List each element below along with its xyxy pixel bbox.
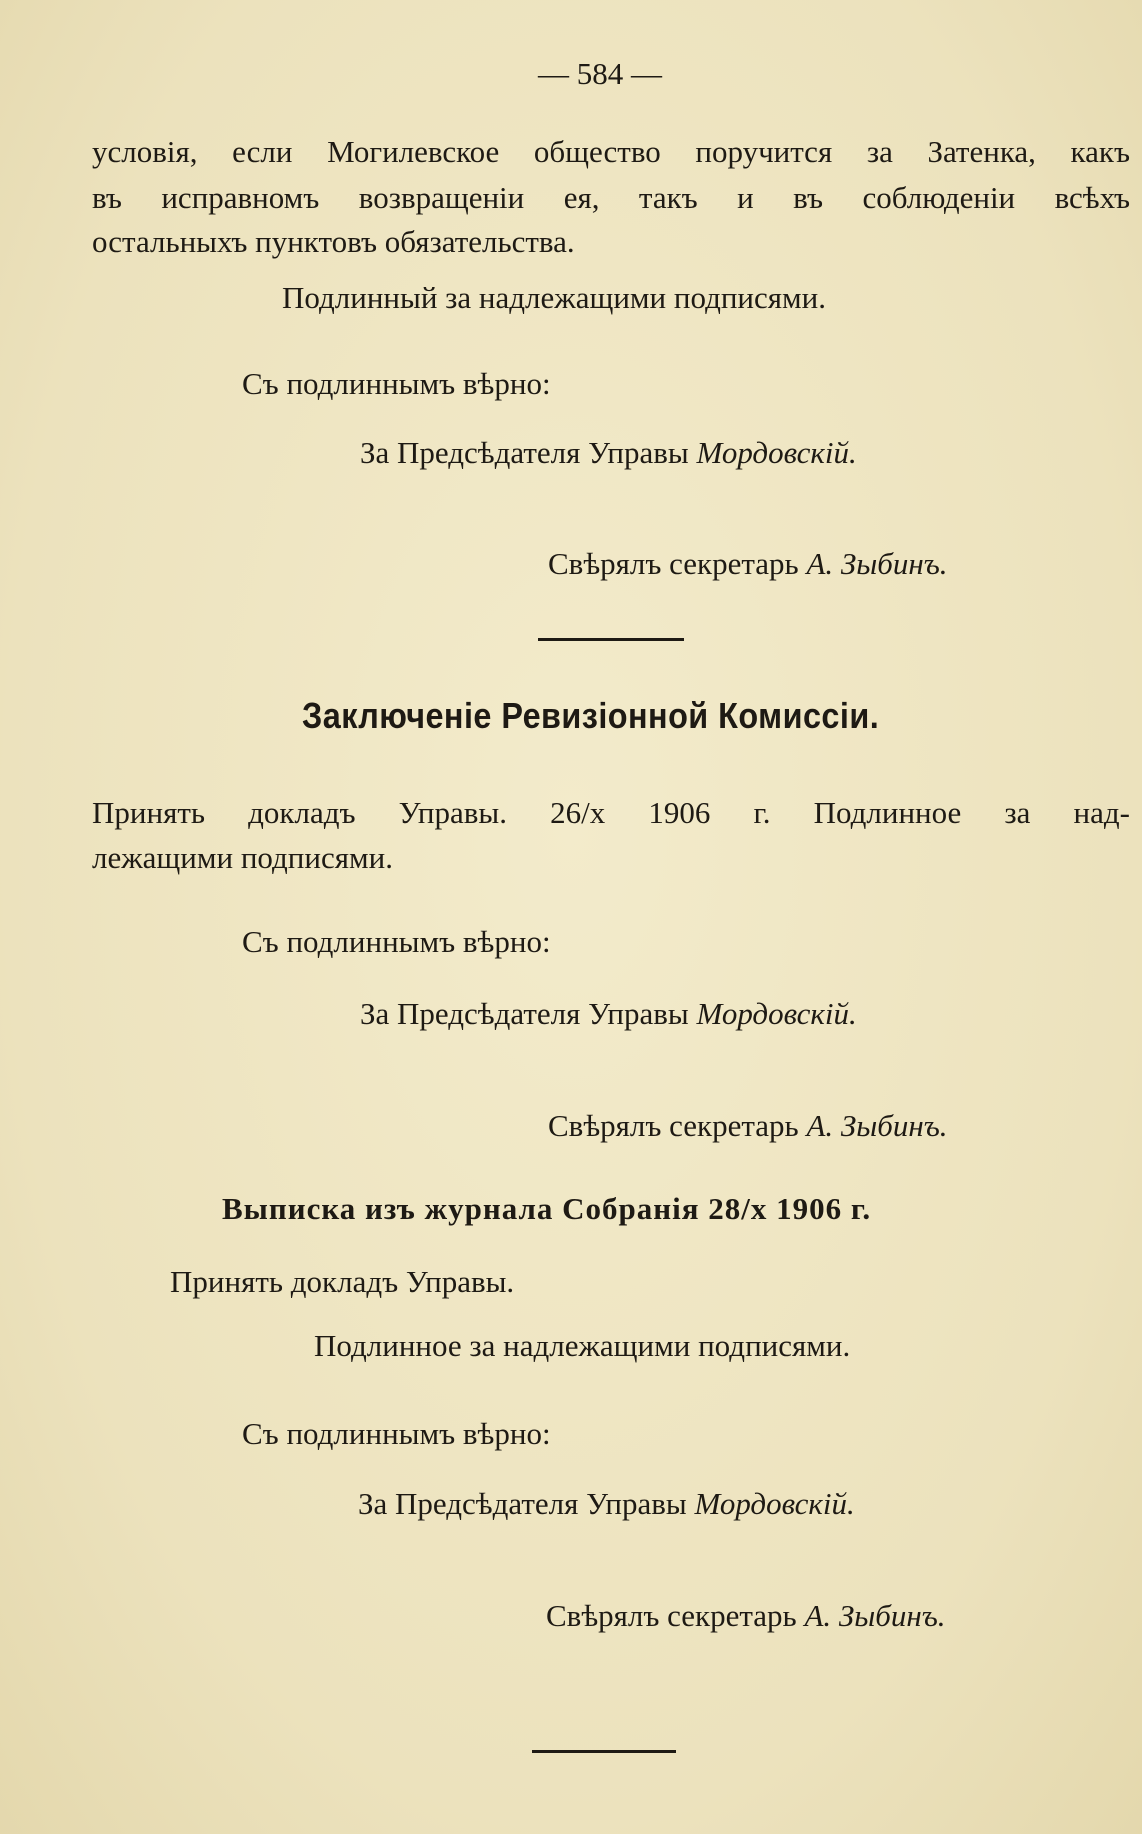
resolution: Принять докладъ Управы. [170, 1264, 515, 1299]
secretary-name: А. Зыбинъ. [806, 1108, 948, 1143]
chair-label: За Предсѣдателя Управы [360, 435, 689, 470]
certified-line: Съ подлиннымъ вѣрно: [242, 1416, 551, 1451]
secretary-label: Свѣрялъ секретарь [548, 546, 799, 581]
certified-line: Съ подлиннымъ вѣрно: [242, 924, 551, 959]
paragraph-line: въ исправномъ возвращеніи ея, такъ и въ соблюденіи всѣхъ [92, 180, 1130, 215]
extract-title: Выписка изъ журнала Собранія 28/х 1906 г. [222, 1191, 872, 1226]
secretary-name: А. Зыбинъ. [806, 546, 948, 581]
chair-line [358, 1488, 855, 1519]
secretary-label: Свѣрялъ секретарь [548, 1108, 799, 1143]
paragraph-line: лежащими подписями. [92, 840, 393, 875]
paragraph-line: условія, если Могилевское общество поручится за Затенка, какъ [92, 134, 1130, 169]
secretary-label: Свѣрялъ секретарь [546, 1598, 797, 1633]
chair-name: Мордовскій. [696, 996, 857, 1031]
paragraph-line: остальныхъ пунктовъ обязательства. [92, 224, 575, 259]
divider [538, 638, 684, 641]
divider [532, 1750, 676, 1753]
certified-line: Съ подлиннымъ вѣрно: [242, 366, 551, 401]
chair-line [360, 998, 857, 1029]
paragraph-line: Принять докладъ Управы. 26/х 1906 г. Подлинное за над- [92, 795, 1130, 830]
chair-line [360, 437, 857, 468]
secretary-line [548, 548, 948, 579]
original-note: Подлинный за надлежащими подписями. [282, 280, 826, 315]
chair-name: Мордовскій. [694, 1486, 855, 1521]
chair-label: За Предсѣдателя Управы [360, 996, 689, 1031]
chair-label: За Предсѣдателя Управы [358, 1486, 687, 1521]
secretary-name: А. Зыбинъ. [804, 1598, 946, 1633]
page-number: — 584 — [538, 56, 662, 91]
original-note: Подлинное за надлежащими подписями. [314, 1328, 851, 1363]
secretary-line [546, 1600, 946, 1631]
section-title: Заключеніе Ревизіонной Комиссіи. [302, 695, 880, 736]
secretary-line [548, 1110, 948, 1141]
chair-name: Мордовскій. [696, 435, 857, 470]
